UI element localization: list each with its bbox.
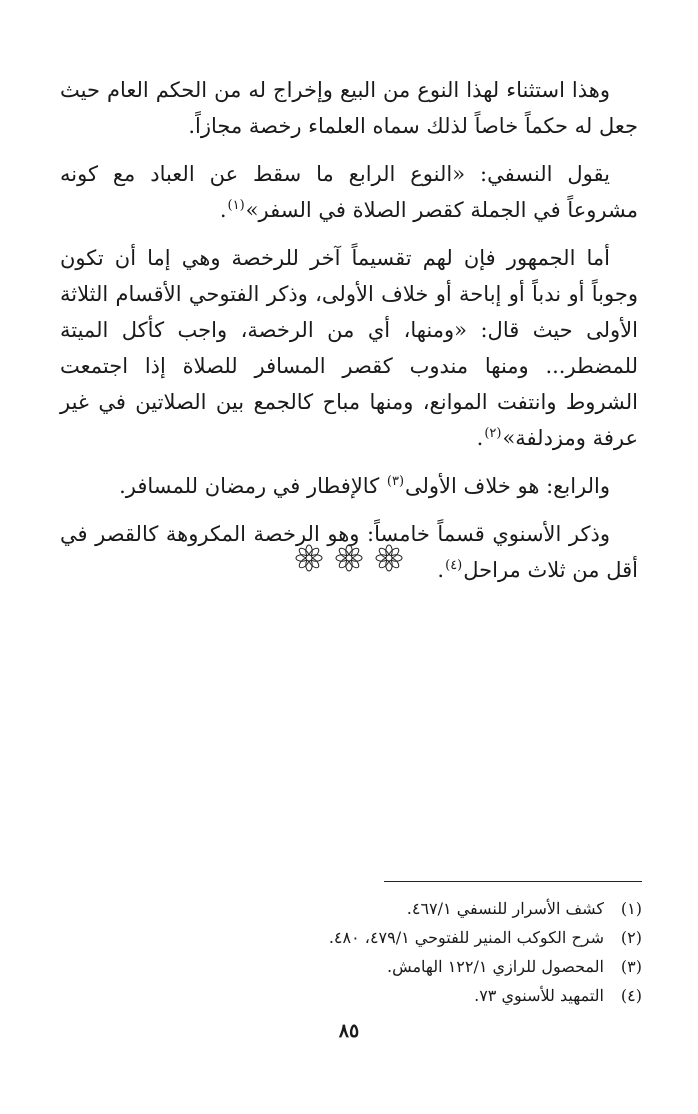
footnote-item — [82, 952, 642, 981]
footnote-reference[interactable]: (٢) — [484, 426, 502, 441]
paragraph-text: . — [437, 558, 445, 582]
page-number: ٨٥ — [338, 1020, 360, 1042]
footnote-item — [82, 894, 642, 923]
paragraph-text: كالإفطار في رمضان للمسافر. — [119, 474, 386, 498]
paragraph — [60, 468, 638, 504]
footnote-text: التمهيد للأسنوي ٧٣. — [474, 986, 604, 1005]
rosette-ornament-icon — [295, 544, 323, 572]
paragraph-text: وهذا استثناء لهذا النوع من البيع وإخراج له من الحكم العام حيث جعل له حكماً خاصاً لذلك سماه العلماء رخصة مجازاً. — [60, 78, 638, 138]
footnote-item — [82, 981, 642, 1010]
footnote-text: كشف الأسرار للنسفي ٤٦٧/١. — [406, 899, 604, 918]
footnote-text: المحصول للرازي ١٢٢/١ الهامش. — [386, 957, 604, 976]
footnote-reference[interactable]: (١) — [227, 198, 245, 213]
rosette-ornament-icon — [375, 544, 403, 572]
body-text — [60, 72, 638, 600]
footnote-item — [82, 923, 642, 952]
footnote-reference[interactable]: (٣) — [386, 474, 405, 489]
footnote-separator — [384, 881, 642, 882]
paragraph-text: يقول النسفي: «النوع الرابع ما سقط عن العباد مع كونه مشروعاً في الجملة كقصر الصلاة في السفر» — [60, 162, 638, 222]
footnote-number: (٤) — [620, 986, 642, 1005]
footnotes — [82, 894, 642, 1010]
footnote-number: (٣) — [620, 957, 642, 976]
section-ornaments — [0, 544, 698, 572]
paragraph-text: وذكر الأسنوي قسماً خامساً: وهو الرخصة المكروهة كالقصر في أقل من ثلاث مراحل — [60, 522, 638, 582]
paragraph-text: . — [476, 426, 484, 450]
footnote-number: (٢) — [620, 928, 642, 947]
paragraph — [60, 240, 638, 456]
paragraph — [60, 156, 638, 228]
paragraph — [60, 72, 638, 144]
paragraph-text: . — [219, 198, 227, 222]
footnote-number: (١) — [620, 899, 642, 918]
paragraph-text: أما الجمهور فإن لهم تقسيماً آخر للرخصة وهي إما أن تكون وجوباً أو ندباً أو إباحة أو خلاف الأولى، وذكر الفتوحي الأقسام الثلاثة الأولى حيث قال: «ومنها، أي من الرخصة، واجب كأكل الميتة للمضطر... ومنها مندوب كقصر المسافر للصلاة إذا اجتمعت الشروط وانتفت الموانع، ومنها مباح كالجمع بين الصلاتين في غير عرفة ومزدلفة» — [60, 246, 639, 450]
paragraph-text: والرابع: هو خلاف الأولى — [405, 474, 610, 498]
footnote-reference[interactable]: (٤) — [445, 558, 463, 573]
rosette-ornament-icon — [335, 544, 363, 572]
footnote-text: شرح الكوكب المنير للفتوحي ٤٧٩/١، ٤٨٠. — [328, 928, 604, 947]
